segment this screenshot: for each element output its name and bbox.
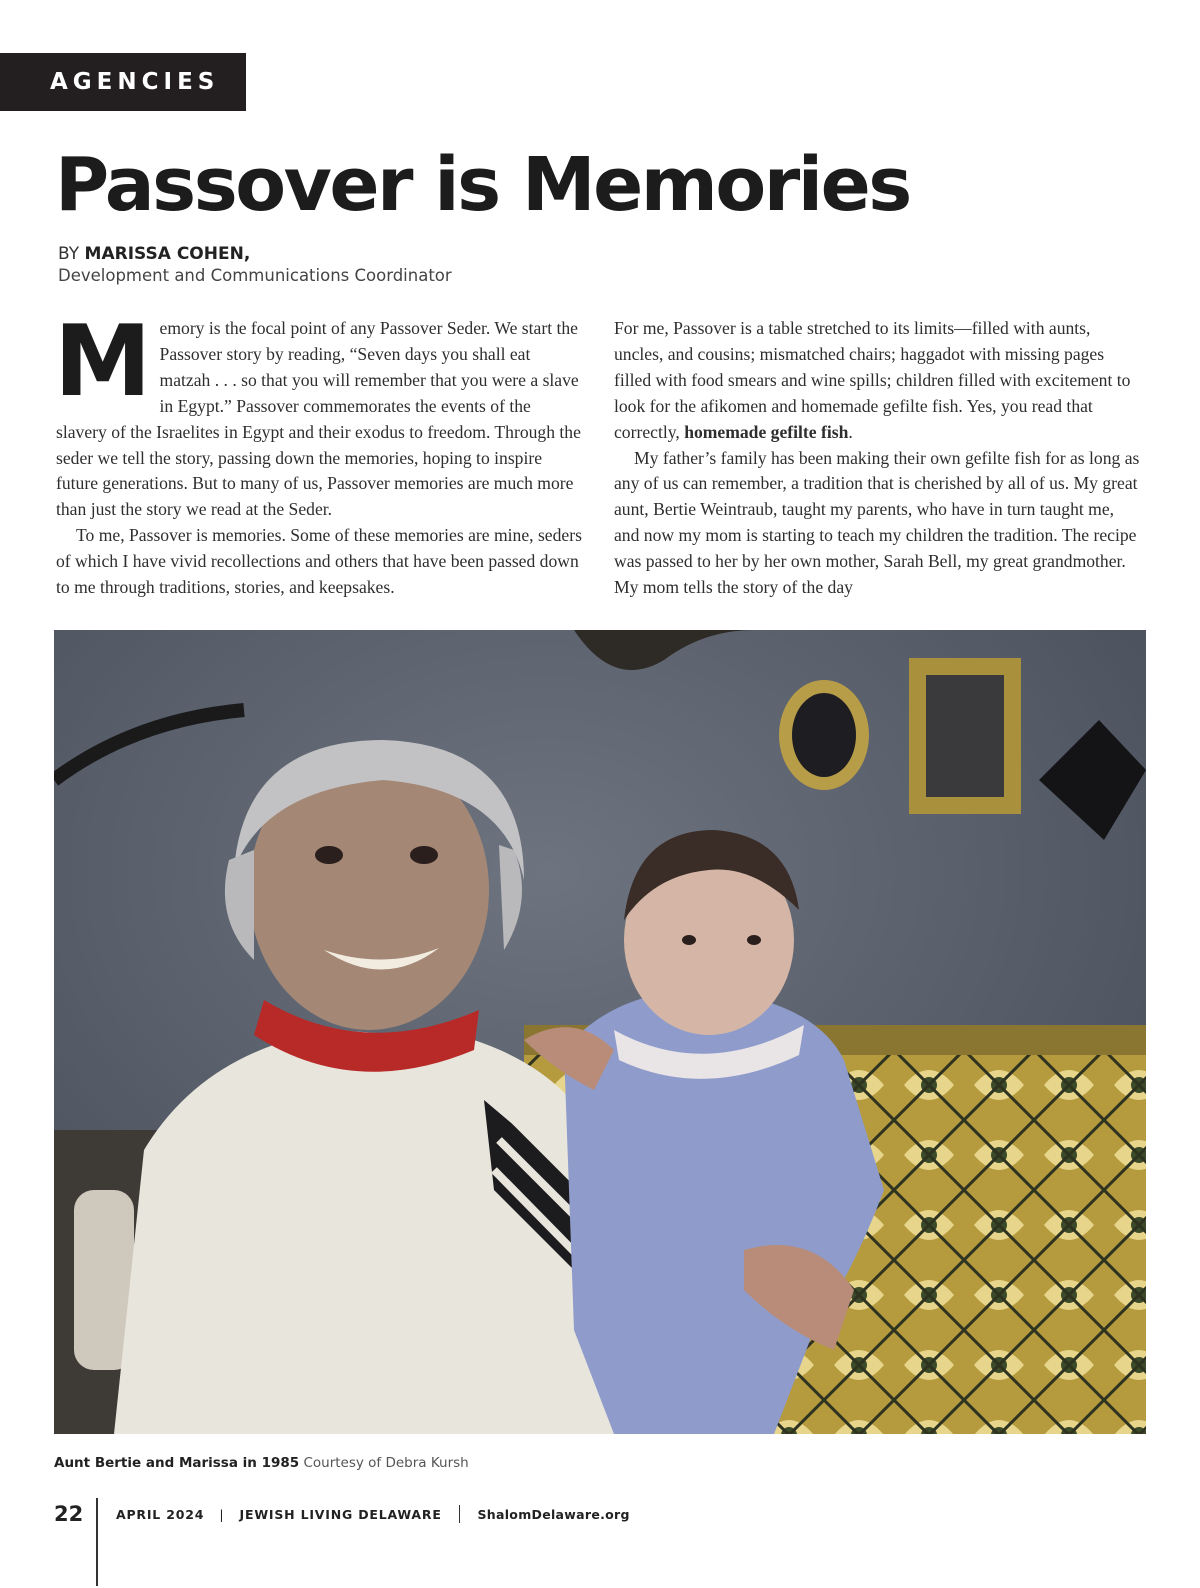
paragraph xyxy=(54,305,584,523)
article-column-right xyxy=(614,316,1142,601)
paragraph-text: For me, Passover is a table stretched to its limits—filled with aunts, uncles, and cousins; mismatched chairs; haggadot with missing pages filled with food smears and wine spills; children filled with excitement to look for the afikomen and homemade gefilte fish. Yes, you read that correctly, xyxy=(614,318,1131,442)
drop-cap: M xyxy=(54,305,152,419)
article-photo xyxy=(54,630,1146,1434)
author-role: Development and Communications Coordinator xyxy=(58,266,452,285)
paragraph: To me, Passover is memories. Some of these memories are mine, seders of which I have vivid recollections and others that have been passed down to me through traditions, stories, and keepsakes. xyxy=(56,525,582,598)
section-label xyxy=(0,53,246,111)
footer-separator: | xyxy=(219,1507,225,1522)
paragraph: My father’s family has been making their own gefilte fish for as long as any of us can remember, a tradition that is cherished by all of us. My great aunt, Bertie Weintraub, taught my parents, who have in turn taught me, and now my mom is starting to teach my children the tradition. The recipe was passed to her by her own mother, Sarah Bell, my great grandmother. My mom tells the story of the day xyxy=(614,447,1140,598)
issue-date: APRIL 2024 xyxy=(116,1507,205,1522)
footer-divider xyxy=(96,1498,98,1586)
publication-name: JEWISH LIVING DELAWARE xyxy=(239,1507,442,1522)
section-label-text: AGENCIES xyxy=(50,69,220,95)
article-column-left xyxy=(54,305,584,601)
article-headline: Passover is Memories xyxy=(55,142,910,228)
byline xyxy=(58,244,452,286)
paragraph-end: . xyxy=(848,421,853,442)
paragraph xyxy=(614,316,1142,446)
page-number: 22 xyxy=(54,1502,84,1526)
paragraph-text: emory is the focal point of any Passover Seder. We start the Passover story by reading, “Seven days you shall eat matzah . . . so that you will remember that you were a slave in Egypt.” Passover commemorates the events of the slavery of the Israelites in Egypt and their exodus to freedom. Through the seder we tell the story, passing down the memories, hoping to inspire future generations. But to many of us, Passover memories are much more than just the story we read at the Seder. xyxy=(56,318,581,520)
footer-info xyxy=(116,1505,630,1523)
photo-caption xyxy=(54,1455,469,1471)
bold-phrase: homemade gefilte fish xyxy=(684,421,849,442)
website-link[interactable]: ShalomDelaware.org xyxy=(477,1507,630,1522)
author-name: MARISSA COHEN, xyxy=(84,244,251,264)
caption-text: Aunt Bertie and Marissa in 1985 xyxy=(54,1455,300,1471)
byline-prefix: BY xyxy=(58,244,80,264)
photo-credit: Courtesy of Debra Kursh xyxy=(303,1455,469,1471)
footer-divider-bar xyxy=(459,1505,461,1523)
photo-illustration xyxy=(54,630,1146,1434)
